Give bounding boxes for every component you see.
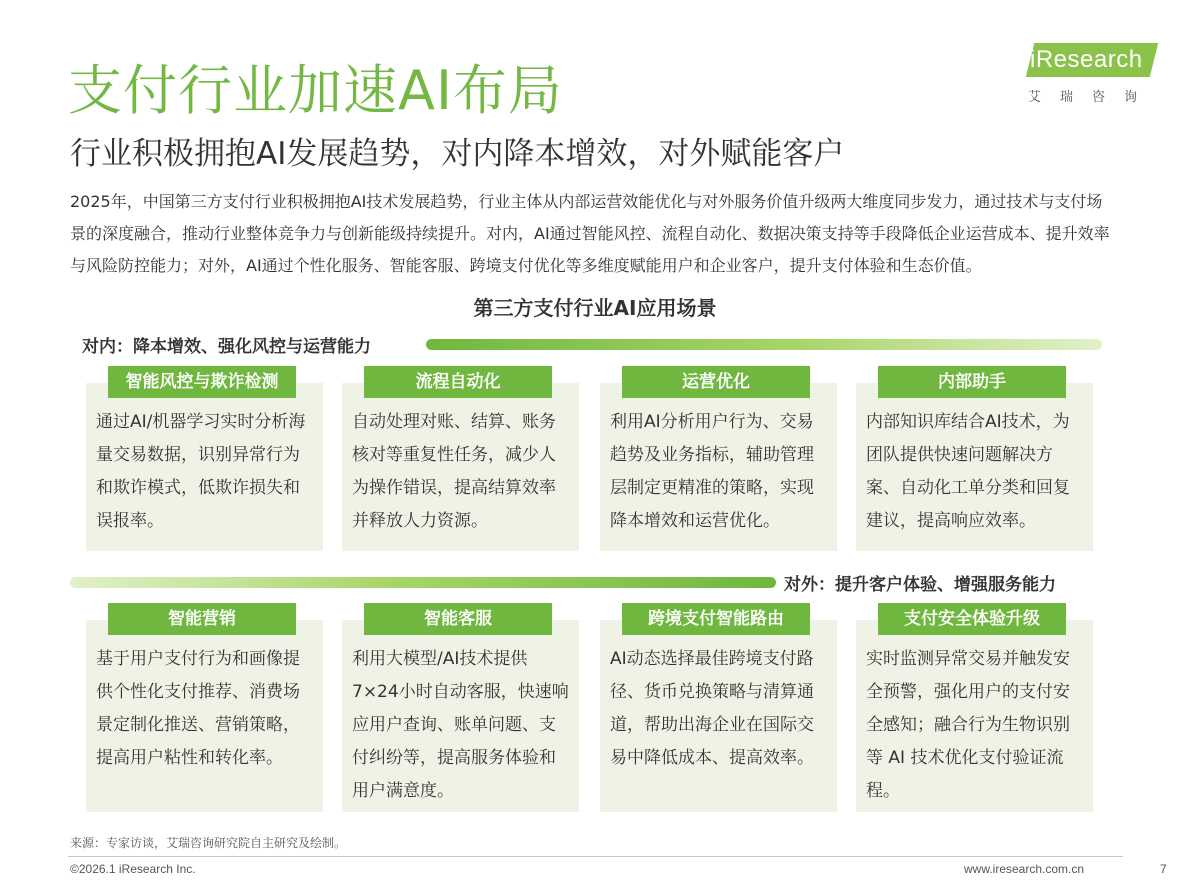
page-subtitle: 行业积极拥抱AI发展趋势，对内降本增效，对外赋能客户 (70, 136, 845, 172)
card-body: AI动态选择最佳跨境支付路径、货币兑换策略与清算通道，帮助出海企业在国际交易中降低成本、提高效率。 (610, 649, 814, 768)
card-risk-control (86, 372, 323, 551)
section-title: 第三方支付行业AI应用场景 (473, 296, 717, 320)
card-process-automation (342, 372, 579, 551)
card-body: 实时监测异常交易并触发安全预警，强化用户的支付安全感知；融合行为生物识别等 AI 技术优化支付验证流程。 (866, 649, 1070, 801)
card-smart-customer-service (342, 609, 579, 812)
card-body: 通过AI/机器学习实时分析海量交易数据，识别异常行为和欺诈模式，低欺诈损失和误报率。 (96, 412, 306, 531)
card-title: 智能客服 (364, 603, 552, 635)
card-operation-optimization (600, 372, 837, 551)
card-title: 智能营销 (108, 603, 296, 635)
external-band-label: 对外：提升客户体验、增强服务能力 (784, 575, 1056, 595)
website-link[interactable]: www.iresearch.com.cn (964, 862, 1085, 876)
card-body: 内部知识库结合AI技术，为团队提供快速问题解决方案、自动化工单分类和回复建议，提高响应效率。 (866, 412, 1070, 531)
card-title: 跨境支付智能路由 (622, 603, 810, 635)
intro-paragraph: 2025年，中国第三方支付行业积极拥抱AI技术发展趋势，行业主体从内部运营效能优化与对外服务价值升级两大维度同步发力，通过技术与支付场景的深度融合，推动行业整体竞争力与创新能级持续提升。对内，AI通过智能风控、流程自动化、数据决策支持等手段降低企业运营成本、提升效率与风险防控能力；对外，AI通过个性化服务、智能客服、跨境支付优化等多维度赋能用户和企业客户，提升支付体验和生态价值。 (70, 192, 1110, 275)
logo-subtitle: 艾瑞咨询 (1028, 90, 1157, 105)
internal-band-bar (426, 339, 1102, 350)
page-number: 7 (1160, 862, 1167, 876)
card-cross-border-routing (600, 609, 837, 812)
source-note: 来源：专家访谈，艾瑞咨询研究院自主研究及绘制。 (70, 836, 347, 850)
card-title: 内部助手 (878, 366, 1066, 398)
card-title: 流程自动化 (364, 366, 552, 398)
card-body: 基于用户支付行为和画像提供个性化支付推荐、消费场景定制化推送、营销策略，提高用户粘性和转化率。 (96, 649, 300, 768)
external-band-bar (70, 577, 776, 588)
iresearch-logo (1022, 40, 1162, 110)
card-title: 智能风控与欺诈检测 (108, 366, 296, 398)
card-body: 利用大模型/AI技术提供7×24小时自动客服，快速响应用户查询、账单问题、支付纠纷等，提高服务体验和用户满意度。 (352, 649, 569, 801)
footer-divider (68, 856, 1123, 857)
card-smart-marketing (86, 609, 323, 812)
card-payment-security (856, 609, 1093, 812)
card-internal-assistant (856, 372, 1093, 551)
logo-name: iResearch (1030, 46, 1143, 73)
internal-band-label: 对内：降本增效、强化风控与运营能力 (82, 337, 371, 357)
copyright: ©2026.1 iResearch Inc. (70, 862, 196, 876)
card-title: 运营优化 (622, 366, 810, 398)
page-title: 支付行业加速AI布局 (68, 59, 563, 122)
card-body: 自动处理对账、结算、账务核对等重复性任务，减少人为操作错误，提高结算效率并释放人力资源。 (352, 412, 556, 531)
card-body: 利用AI分析用户行为、交易趋势及业务指标，辅助管理层制定更精准的策略，实现降本增效和运营优化。 (610, 412, 814, 531)
card-title: 支付安全体验升级 (878, 603, 1066, 635)
